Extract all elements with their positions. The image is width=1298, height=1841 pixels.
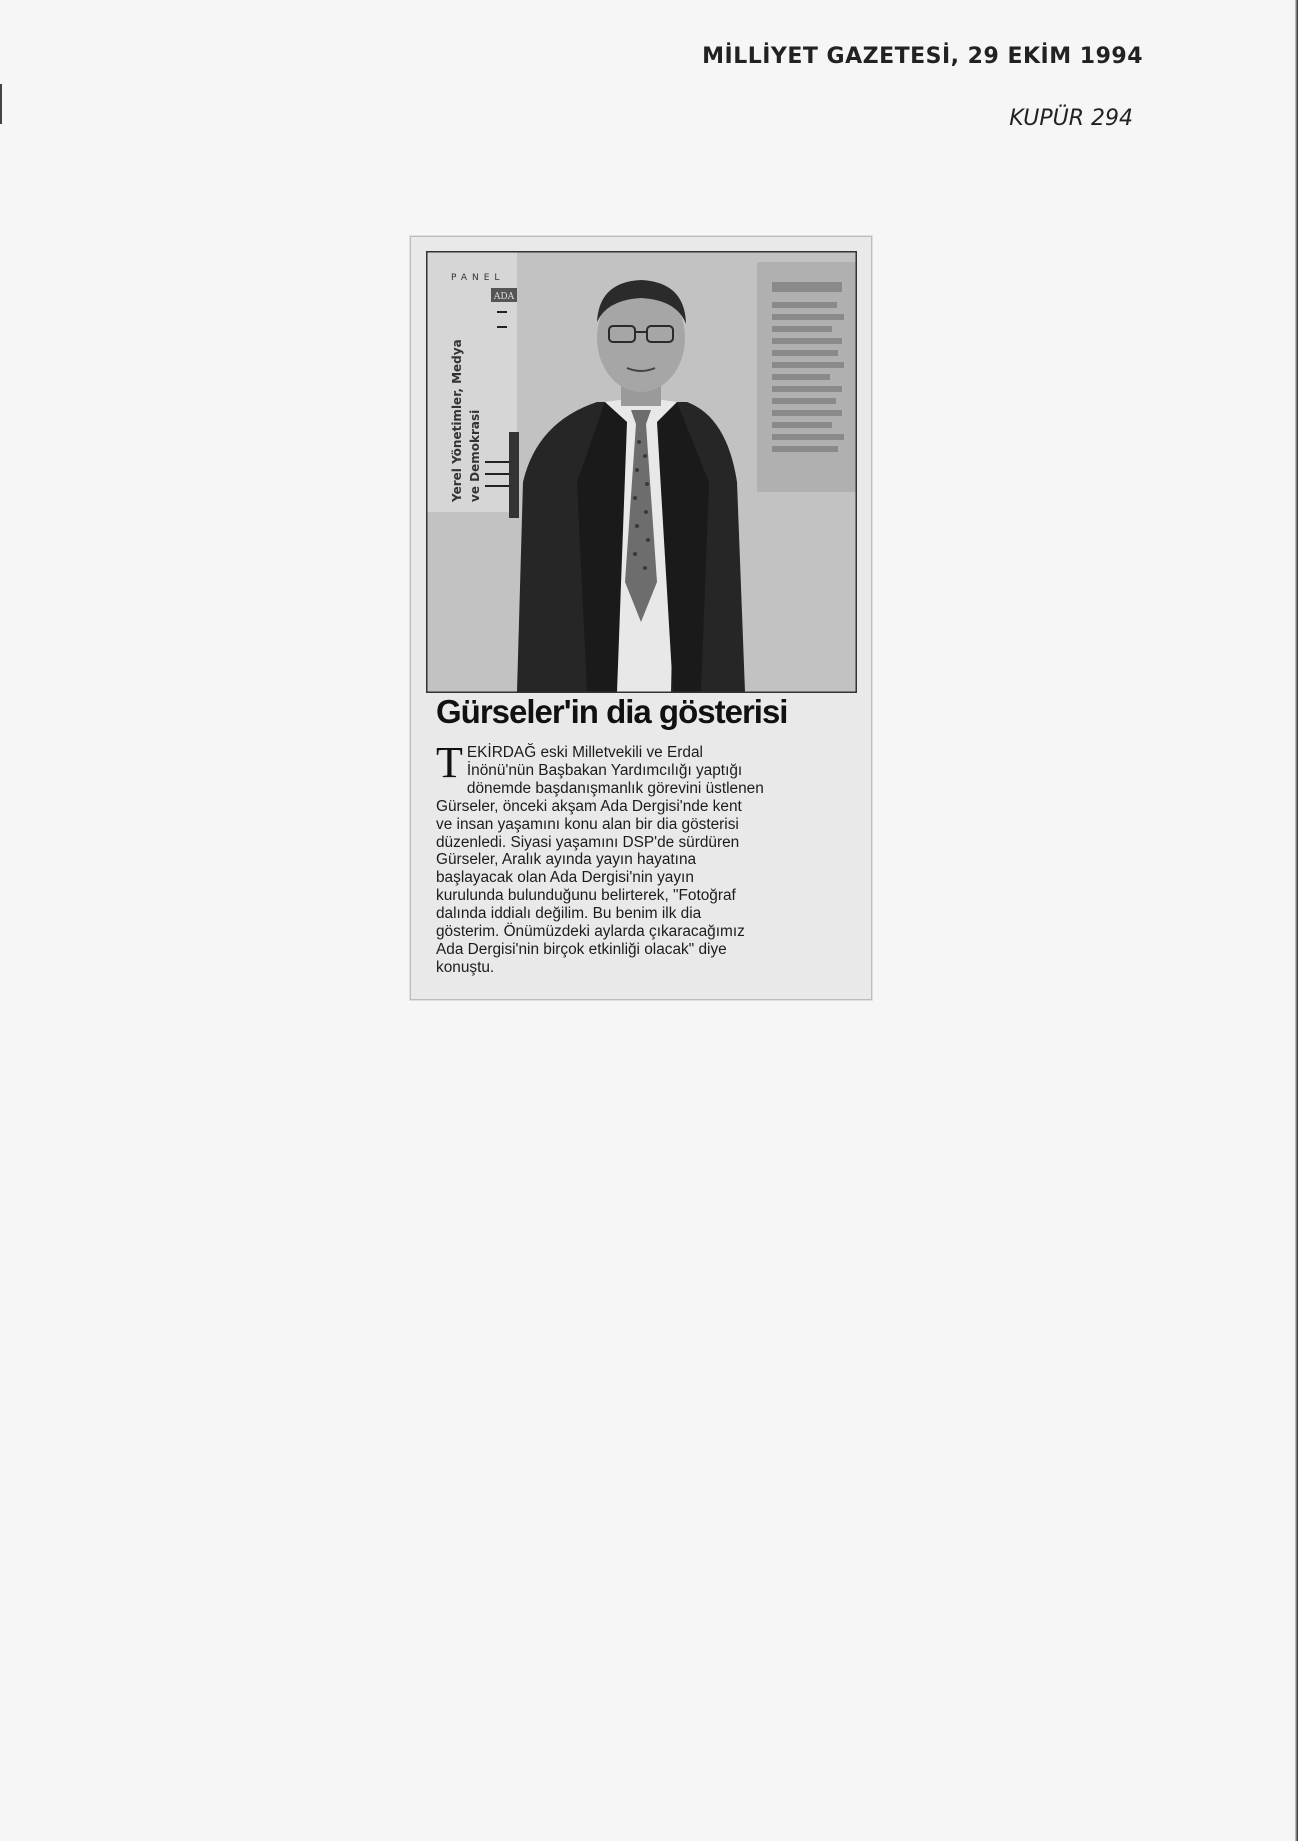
body-line: kurulunda bulunduğunu belirterek, "Fotoğraf: [436, 887, 736, 905]
body-line: dönemde başdanışmanlık görevini üstlenen: [466, 779, 764, 797]
body-line: Gürseler, Aralık ayında yayın hayatına: [436, 851, 697, 869]
publication-header: MİLLİYET GAZETESİ, 29 EKİM 1994: [702, 44, 1143, 69]
newspaper-clipping: [410, 236, 872, 1000]
panel-title-line1: Yerel Yönetimler, Medya: [450, 339, 464, 502]
body-line: düzenledi. Siyasi yaşamını DSP'de sürdüren: [436, 833, 740, 851]
body-line: ve insan yaşamını konu alan bir dia gösterisi: [436, 815, 739, 833]
body-line: EKİRDAĞ eski Milletvekili ve Erdal: [466, 744, 703, 761]
panel-word: PANEL: [451, 273, 505, 283]
body-line: başlayacak olan Ada Dergisi'nin yayın: [436, 869, 694, 887]
body-line: İnönü'nün Başbakan Yardımcılığı yaptığı: [466, 761, 743, 779]
portrait-illustration: [427, 252, 856, 692]
scan-edge-mark: [0, 84, 2, 124]
clipping-reference: KUPÜR 294: [1009, 106, 1133, 131]
body-line: Ada Dergisi'nin birçok etkinliği olacak" diye: [436, 940, 727, 958]
article-photo: [426, 251, 857, 693]
drop-cap: T: [436, 738, 463, 787]
body-line: dalında iddialı değilim. Bu benim ilk dia: [436, 905, 702, 923]
body-line: konuştu.: [436, 958, 495, 976]
body-line: gösterim. Önümüzdeki aylarda çıkaracağımız: [436, 923, 745, 941]
ada-logo-text: ADA: [493, 292, 515, 302]
article-headline: Gürseler'in dia gösterisi: [436, 693, 788, 730]
panel-title-line2: ve Demokrasi: [468, 409, 482, 502]
body-line: Gürseler, önceki akşam Ada Dergisi'nde kent: [436, 797, 742, 815]
article-body: [436, 738, 858, 977]
